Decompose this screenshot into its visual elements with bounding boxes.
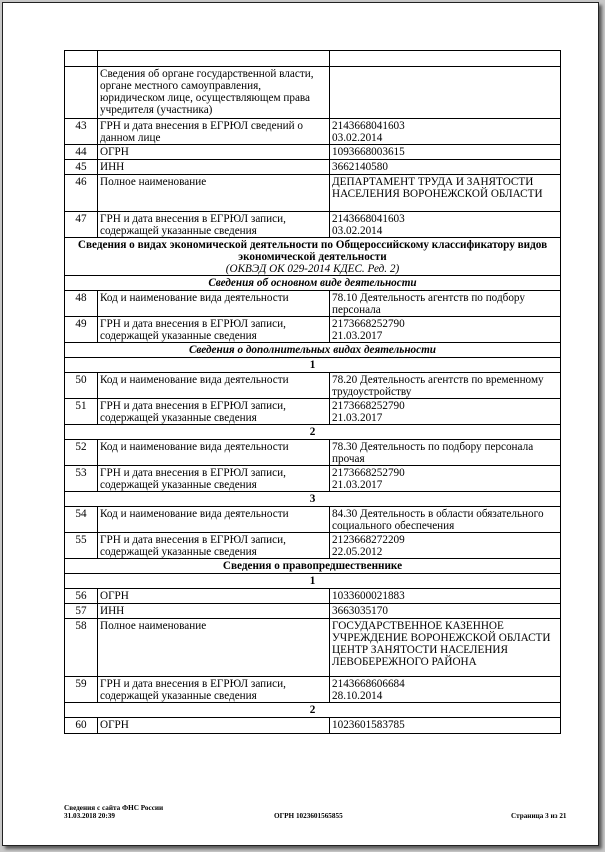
row-label: Код и наименование вида деятельности xyxy=(98,373,330,399)
row-label: Полное наименование xyxy=(98,175,330,212)
row-number: 44 xyxy=(65,145,98,160)
table-row xyxy=(65,507,561,533)
row-label: Сведения об органе государственной власти, органе местного самоуправления, юридическом лице, осуществляющем права учредителя (участника) xyxy=(98,67,330,119)
row-value: 78.30 Деятельность по подбору персонала прочая xyxy=(330,440,561,466)
egrul-table xyxy=(64,50,561,734)
row-label: ОГРН xyxy=(98,589,330,604)
table-row xyxy=(65,399,561,425)
table-row xyxy=(65,51,561,67)
row-number: 48 xyxy=(65,291,98,317)
row-number: 59 xyxy=(65,677,98,703)
table-row xyxy=(65,317,561,343)
row-number: 60 xyxy=(65,718,98,734)
table-row xyxy=(65,145,561,160)
row-number: 52 xyxy=(65,440,98,466)
row-number: 56 xyxy=(65,589,98,604)
table-row xyxy=(65,718,561,734)
table-row xyxy=(65,677,561,703)
row-label xyxy=(98,51,330,67)
table-row xyxy=(65,574,561,589)
table-row xyxy=(65,533,561,559)
row-number: 51 xyxy=(65,399,98,425)
table-row xyxy=(65,559,561,574)
row-value: 78.10 Деятельность агентств по подбору персонала xyxy=(330,291,561,317)
footer-source xyxy=(64,804,163,820)
row-label: ГРН и дата внесения в ЕГРЮЛ записи, содержащей указанные сведения xyxy=(98,466,330,492)
row-number xyxy=(65,67,98,119)
row-value xyxy=(330,67,561,119)
row-label: ИНН xyxy=(98,160,330,175)
row-number: 50 xyxy=(65,373,98,399)
document-page xyxy=(2,2,599,846)
table-row xyxy=(65,119,561,145)
row-label: Полное наименование xyxy=(98,619,330,677)
footer-source-text: Сведения с сайта ФНС России xyxy=(64,804,164,812)
footer-source-date: 31.03.2018 20:39 xyxy=(64,812,115,820)
row-value xyxy=(330,51,561,67)
table-row xyxy=(65,358,561,373)
row-value: 3663035170 xyxy=(330,604,561,619)
table-row xyxy=(65,238,561,276)
section-header-title: Сведения о видах экономической деятельности по Общероссийскому классификатору видов экономической деятельности xyxy=(77,239,548,263)
row-number: 46 xyxy=(65,175,98,212)
section-header xyxy=(65,559,561,574)
row-label: ГРН и дата внесения в ЕГРЮЛ записи, содержащей указанные сведения xyxy=(98,399,330,425)
row-number: 58 xyxy=(65,619,98,677)
row-number: 45 xyxy=(65,160,98,175)
table-row xyxy=(65,373,561,399)
row-label: Код и наименование вида деятельности xyxy=(98,440,330,466)
row-value: 1023601583785 xyxy=(330,718,561,734)
table-row xyxy=(65,703,561,718)
row-number: 55 xyxy=(65,533,98,559)
row-label: ОГРН xyxy=(98,718,330,734)
table-row xyxy=(65,492,561,507)
row-value: 2123668272209 22.05.2012 xyxy=(330,533,561,559)
row-value: 2143668041603 03.02.2014 xyxy=(330,212,561,238)
row-value: 84.30 Деятельность в области обязательного социального обеспечения xyxy=(330,507,561,533)
footer-ogrn: ОГРН 1023601565855 xyxy=(274,812,343,820)
row-value: ДЕПАРТАМЕНТ ТРУДА И ЗАНЯТОСТИ НАСЕЛЕНИЯ ВОРОНЕЖСКОЙ ОБЛАСТИ xyxy=(330,175,561,212)
table-row xyxy=(65,67,561,119)
row-number: 47 xyxy=(65,212,98,238)
table-row xyxy=(65,175,561,212)
table-row xyxy=(65,589,561,604)
group-number: 3 xyxy=(65,492,561,507)
group-number: 2 xyxy=(65,703,561,718)
footer-page-number: Страница 3 из 21 xyxy=(511,812,567,820)
row-label: ГРН и дата внесения в ЕГРЮЛ записи, содержащей указанные сведения xyxy=(98,677,330,703)
section-header-subtitle: (ОКВЭД ОК 029-2014 КДЕС. Ред. 2) xyxy=(225,263,400,275)
row-label: ГРН и дата внесения в ЕГРЮЛ сведений о данном лице xyxy=(98,119,330,145)
row-number xyxy=(65,51,98,67)
row-value: 1033600021883 xyxy=(330,589,561,604)
group-number: 1 xyxy=(65,358,561,373)
row-number: 54 xyxy=(65,507,98,533)
row-number: 49 xyxy=(65,317,98,343)
table-row xyxy=(65,619,561,677)
section-header-title: Сведения о правопредшественнике xyxy=(222,560,403,572)
row-number: 43 xyxy=(65,119,98,145)
table-row xyxy=(65,604,561,619)
table-row xyxy=(65,466,561,492)
row-label: ОГРН xyxy=(98,145,330,160)
row-value: 2173668252790 21.03.2017 xyxy=(330,399,561,425)
table-row xyxy=(65,212,561,238)
row-number: 53 xyxy=(65,466,98,492)
row-value: 2143668041603 03.02.2014 xyxy=(330,119,561,145)
table-row xyxy=(65,160,561,175)
row-label: ИНН xyxy=(98,604,330,619)
group-number: 1 xyxy=(65,574,561,589)
subsection-header: Сведения об основном виде деятельности xyxy=(65,276,561,291)
row-label: Код и наименование вида деятельности xyxy=(98,507,330,533)
row-value: 2173668252790 21.03.2017 xyxy=(330,466,561,492)
section-header xyxy=(65,238,561,276)
row-label: ГРН и дата внесения в ЕГРЮЛ записи, содержащей указанные сведения xyxy=(98,317,330,343)
group-number: 2 xyxy=(65,425,561,440)
row-value: 1093668003615 xyxy=(330,145,561,160)
row-value: ГОСУДАРСТВЕННОЕ КАЗЕННОЕ УЧРЕЖДЕНИЕ ВОРОНЕЖСКОЙ ОБЛАСТИ ЦЕНТР ЗАНЯТОСТИ НАСЕЛЕНИЯ ЛЕВОБЕРЕЖНОГО РАЙОНА xyxy=(330,619,561,677)
row-label: Код и наименование вида деятельности xyxy=(98,291,330,317)
row-value: 78.20 Деятельность агентств по временному трудоустройству xyxy=(330,373,561,399)
row-value: 2173668252790 21.03.2017 xyxy=(330,317,561,343)
subsection-header: Сведения о дополнительных видах деятельности xyxy=(65,343,561,358)
table-row xyxy=(65,425,561,440)
table-row xyxy=(65,291,561,317)
row-number: 57 xyxy=(65,604,98,619)
table-row xyxy=(65,276,561,291)
row-value: 3662140580 xyxy=(330,160,561,175)
table-row xyxy=(65,343,561,358)
row-label: ГРН и дата внесения в ЕГРЮЛ записи, содержащей указанные сведения xyxy=(98,533,330,559)
row-value: 2143668606684 28.10.2014 xyxy=(330,677,561,703)
row-label: ГРН и дата внесения в ЕГРЮЛ записи, содержащей указанные сведения xyxy=(98,212,330,238)
table-row xyxy=(65,440,561,466)
